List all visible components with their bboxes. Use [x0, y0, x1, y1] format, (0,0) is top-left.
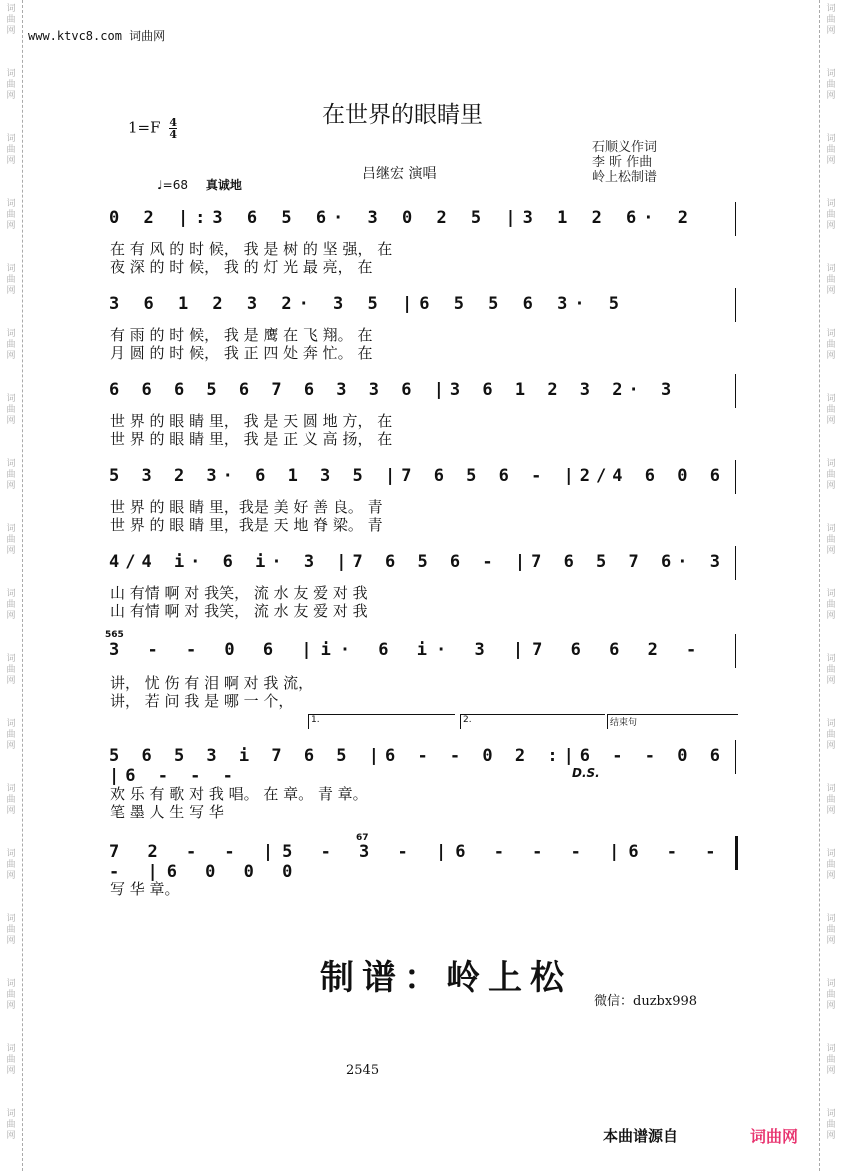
expression-marking: 真诚地	[205, 178, 242, 192]
notes-row-6: 3 - - 0 6 |i· 6 i· 3 |7 6 6 2 -	[109, 640, 706, 660]
transcriber-signature: 制谱：岭上松	[320, 958, 572, 998]
transcriber-credit: 岭上松制谱	[592, 170, 658, 185]
lyrics-row-5-verse-2: 山 有情 啊 对 我笑， 流 水 友 爱 对 我	[110, 602, 368, 620]
lyrics-row-7-verse-2: 笔 墨 人 生 写 华	[110, 803, 224, 821]
lyrics-row-5-verse-1: 山 有情 啊 对 我笑， 流 水 友 爱 对 我	[110, 584, 368, 602]
lyrics-row-2-verse-1: 有 雨 的 时 候， 我 是 鹰 在 飞 翔。 在	[110, 326, 373, 344]
lyrics-row-4-verse-2: 世 界 的 眼 睛 里，我是 天 地 脊 梁。 青	[110, 516, 383, 534]
lyrics-row-8: 写 华 章。	[110, 880, 180, 898]
site-logo[interactable]: 词曲网	[750, 1127, 799, 1146]
notes-row-8: 7 2 - - |5 - 3 - |6 - - - |6 - - - |6 0 0 0	[109, 842, 725, 882]
key-signature	[128, 117, 177, 140]
score-row-2	[105, 288, 745, 324]
time-signature: $\frac{4}{4}$	[169, 116, 177, 141]
notes-row-3: 6 6 6 5 6 7 6 3 3 6 |3 6 1 2 3 2· 3	[109, 380, 678, 400]
lyrics-row-4-verse-1: 世 界 的 眼 睛 里，我是 美 好 善 良。 青	[110, 498, 383, 516]
tempo-value: ♩=68	[157, 178, 188, 192]
key-label: 1=F	[128, 118, 161, 137]
score-row-6	[105, 634, 745, 670]
score-row-3	[105, 374, 745, 410]
score-row-1	[105, 202, 745, 238]
lyrics-row-3-verse-2: 世 界 的 眼 睛 里， 我 是 正 义 高 扬， 在	[110, 430, 393, 448]
composer-credit: 李 昕 作曲	[592, 155, 653, 170]
lyricist-credit: 石顺义作词	[592, 140, 658, 155]
lyrics-row-2-verse-2: 月 圆 的 时 候， 我 正 四 处 奔 忙。 在	[110, 344, 373, 362]
ds-marking: D.S.	[572, 766, 600, 780]
left-watermark-strip: 词 曲 网 词 曲 网 词 曲 网 词 曲 网 词 曲 网 词 曲 网 词 曲 网 词 曲 网 词 曲 网 词 曲 网 词 曲 网 词 曲 网 词 曲 网 词 曲 网 词 曲 网 词 曲 网 词 曲 网 词 曲 网	[0, 0, 23, 1171]
volta-1: 1.	[308, 714, 455, 729]
source-label: 本曲谱源自	[603, 1127, 679, 1145]
score-row-4	[105, 460, 745, 496]
lyrics-row-1-verse-2: 夜 深 的 时 候， 我 的 灯 光 最 亮， 在	[110, 258, 373, 276]
notes-row-1: 0 2 |:3 6 5 6· 3 0 2 5 |3 1 2 6· 2	[109, 208, 695, 228]
wechat-contact: 微信：duzbx998	[594, 994, 698, 1009]
lyrics-row-1-verse-1: 在 有 风 的 时 候， 我 是 树 的 坚 强， 在	[110, 240, 393, 258]
lyrics-row-7-verse-1: 欢 乐 有 歌 对 我 唱。 在 章。 青 章。	[110, 785, 368, 803]
volta-2: 2.	[460, 714, 605, 729]
score-row-8	[105, 836, 745, 882]
singer-credit: 吕继宏 演唱	[362, 166, 437, 182]
volta-coda: 结束句	[607, 714, 738, 729]
site-url[interactable]: www.ktvc8.com 词曲网	[28, 29, 166, 43]
notes-row-4: 5 3 2 3· 6 1 3 5 |7 6 5 6 - |2/4 6 0 6	[109, 466, 726, 486]
grace-note-2: 67	[356, 833, 369, 843]
right-watermark-strip: 词 曲 网 词 曲 网 词 曲 网 词 曲 网 词 曲 网 词 曲 网 词 曲 网 词 曲 网 词 曲 网 词 曲 网 词 曲 网 词 曲 网 词 曲 网 词 曲 网 词 曲 网 词 曲 网 词 曲 网 词 曲 网	[819, 0, 842, 1171]
song-title: 在世界的眼睛里	[322, 102, 483, 128]
tempo-marking	[157, 176, 242, 193]
lyrics-row-6-verse-1: 讲， 忧 伤 有 泪 啊 对 我 流，	[110, 674, 314, 692]
notes-row-7: 5 6 5 3 i 7 6 5 |6 - - 0 2 :|6 - - 0 6 |6 - - -	[109, 746, 726, 786]
grace-note-1: 565	[105, 630, 124, 640]
notes-row-5: 4/4 i· 6 i· 3 |7 6 5 6 - |7 6 5 7 6· 3	[109, 552, 726, 572]
score-row-5	[105, 546, 745, 582]
lyrics-row-6-verse-2: 讲， 若 问 我 是 哪 一 个，	[110, 692, 294, 710]
score-row-7	[105, 740, 745, 786]
lyrics-row-3-verse-1: 世 界 的 眼 睛 里， 我 是 天 圆 地 方， 在	[110, 412, 393, 430]
notes-row-2: 3 6 1 2 3 2· 3 5 |6 5 5 6 3· 5	[109, 294, 627, 314]
page-number: 2545	[346, 1063, 380, 1078]
